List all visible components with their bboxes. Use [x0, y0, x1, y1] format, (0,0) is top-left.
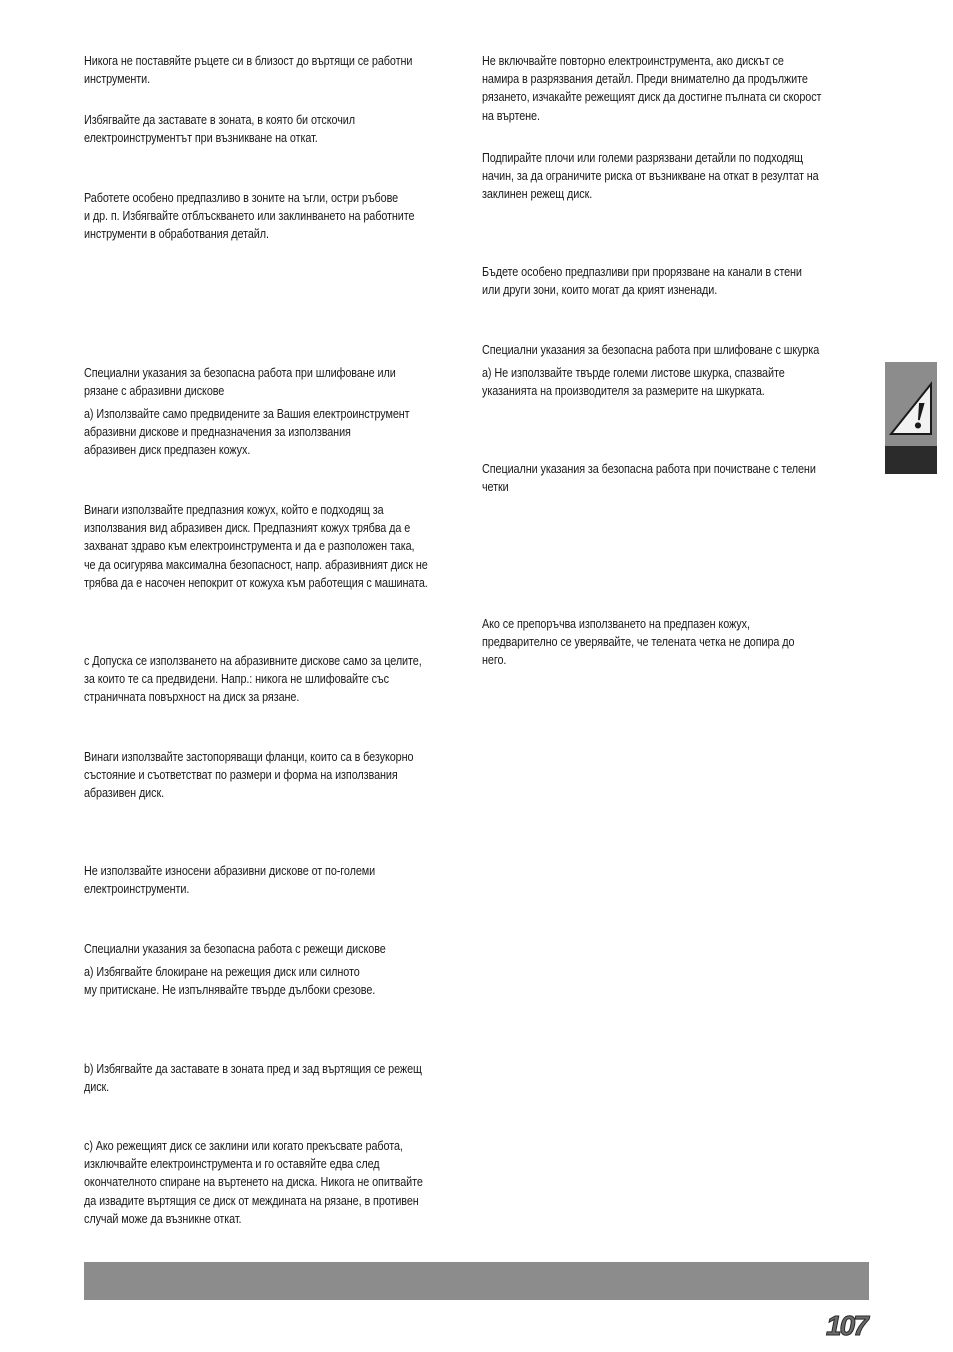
- paragraph-sanding-a: а) Не използвайте твърде големи листове шкурка, спазвайте указанията на производителя за размерите на шкурката.: [482, 366, 785, 399]
- warning-tab-background: [885, 362, 937, 446]
- section-heading-wire-brush: Специални указания за безопасна работа при почистване с телени четки: [482, 462, 816, 495]
- page-number: 107: [826, 1310, 867, 1341]
- paragraph-cutting-b: b) Избягвайте да заставате в зоната пред и зад въртящия се режещ диск.: [84, 1062, 422, 1095]
- section-heading-sanding: Специални указания за безопасна работа при шлифоване с шкурка: [482, 343, 820, 357]
- paragraph-wall-slots: Бъдете особено предпазливи при прорязване на канали в стени или други зони, които могат да крият изненади.: [482, 265, 802, 298]
- paragraph-hands-away: Никога не поставяйте ръцете си в близост до въртящи се работни инструменти.: [84, 54, 413, 87]
- paragraph-corners-edges: Работете особено предпазливо в зоните на ъгли, остри ръбове и др. п. Избягвайте отблъскването или заклинването на работните инструменти в обработвания детайл.: [84, 191, 415, 242]
- paragraph-grinding-c: с Допуска се използването на абразивните дискове само за целите, за които те са предвидени. Напр.: никога не шлифовайте със страничната повърхност на диск за рязане.: [84, 654, 422, 705]
- paragraph-guard-use: Винаги използвайте предпазния кожух, който е подходящ за използвания вид абразивен диск. Предпазният кожух трябва да е захванат здраво към електроинструмента и да е разположен така, че да осигурява максимална безопасност, напр. абразивният диск не трябва да е насочен непокрит от кожуха към работещия с машината.: [84, 503, 428, 590]
- paragraph-flanges: Винаги използвайте застопоряващи фланци, които са в безукорно състояние и съответстват по размери и форма на използвания абразивен диск.: [84, 750, 414, 801]
- paragraph-cutting-a: а) Избягвайте блокиране на режещия диск или силното му притискане. Не изпълнявайте твърде дълбоки срезове.: [84, 965, 376, 998]
- footer-bar: [84, 1262, 869, 1300]
- paragraph-worn-discs: Не използвайте износени абразивни дискове от по-големи електроинструменти.: [84, 864, 376, 897]
- paragraph-restart: Не включвайте повторно електроинструмента, ако дискът се намира в разрязвания детайл. Преди внимателно да продължите рязането, изчакайте режещият диск да достигне пълната си скорост на въртене.: [482, 54, 822, 123]
- paragraph-support-panels: Подпирайте плочи или големи разрязвани детайли по подходящ начин, за да ограничите риска от възникване на откат в резултат на заклинен режещ диск.: [482, 151, 819, 202]
- warning-exclamation: !: [912, 395, 927, 437]
- paragraph-cutting-c: с) Ако режещият диск се заклини или когато прекъсвате работа, изключвайте електроинструмента и го оставяйте едва след окончателното спиране на въртенето на диска. Никога не опитвайте да извадите въртящия се диск от междината на рязане, в противен случай може да възникне откат.: [84, 1139, 423, 1226]
- section-heading-cutting: Специални указания за безопасна работа с режещи дискове: [84, 942, 386, 956]
- section-heading-grinding: Специални указания за безопасна работа при шлифоване или рязане с абразивни дискове: [84, 366, 396, 399]
- warning-icon: [885, 362, 937, 446]
- warning-side-tab: [885, 362, 937, 474]
- paragraph-grinding-a: а) Използвайте само предвидените за Вашия електроинструмент абразивни дискове и предназначения за използвания абразивен диск предпазен кожух.: [84, 407, 410, 458]
- paragraph-kickback-zone: Избягвайте да заставате в зоната, в която би отскочил електроинструментът при възникване на откат.: [84, 113, 355, 146]
- paragraph-wire-brush-guard: Ако се препоръчва използването на предпазен кожух, предварително се уверявайте, че телената четка не допира до него.: [482, 617, 795, 668]
